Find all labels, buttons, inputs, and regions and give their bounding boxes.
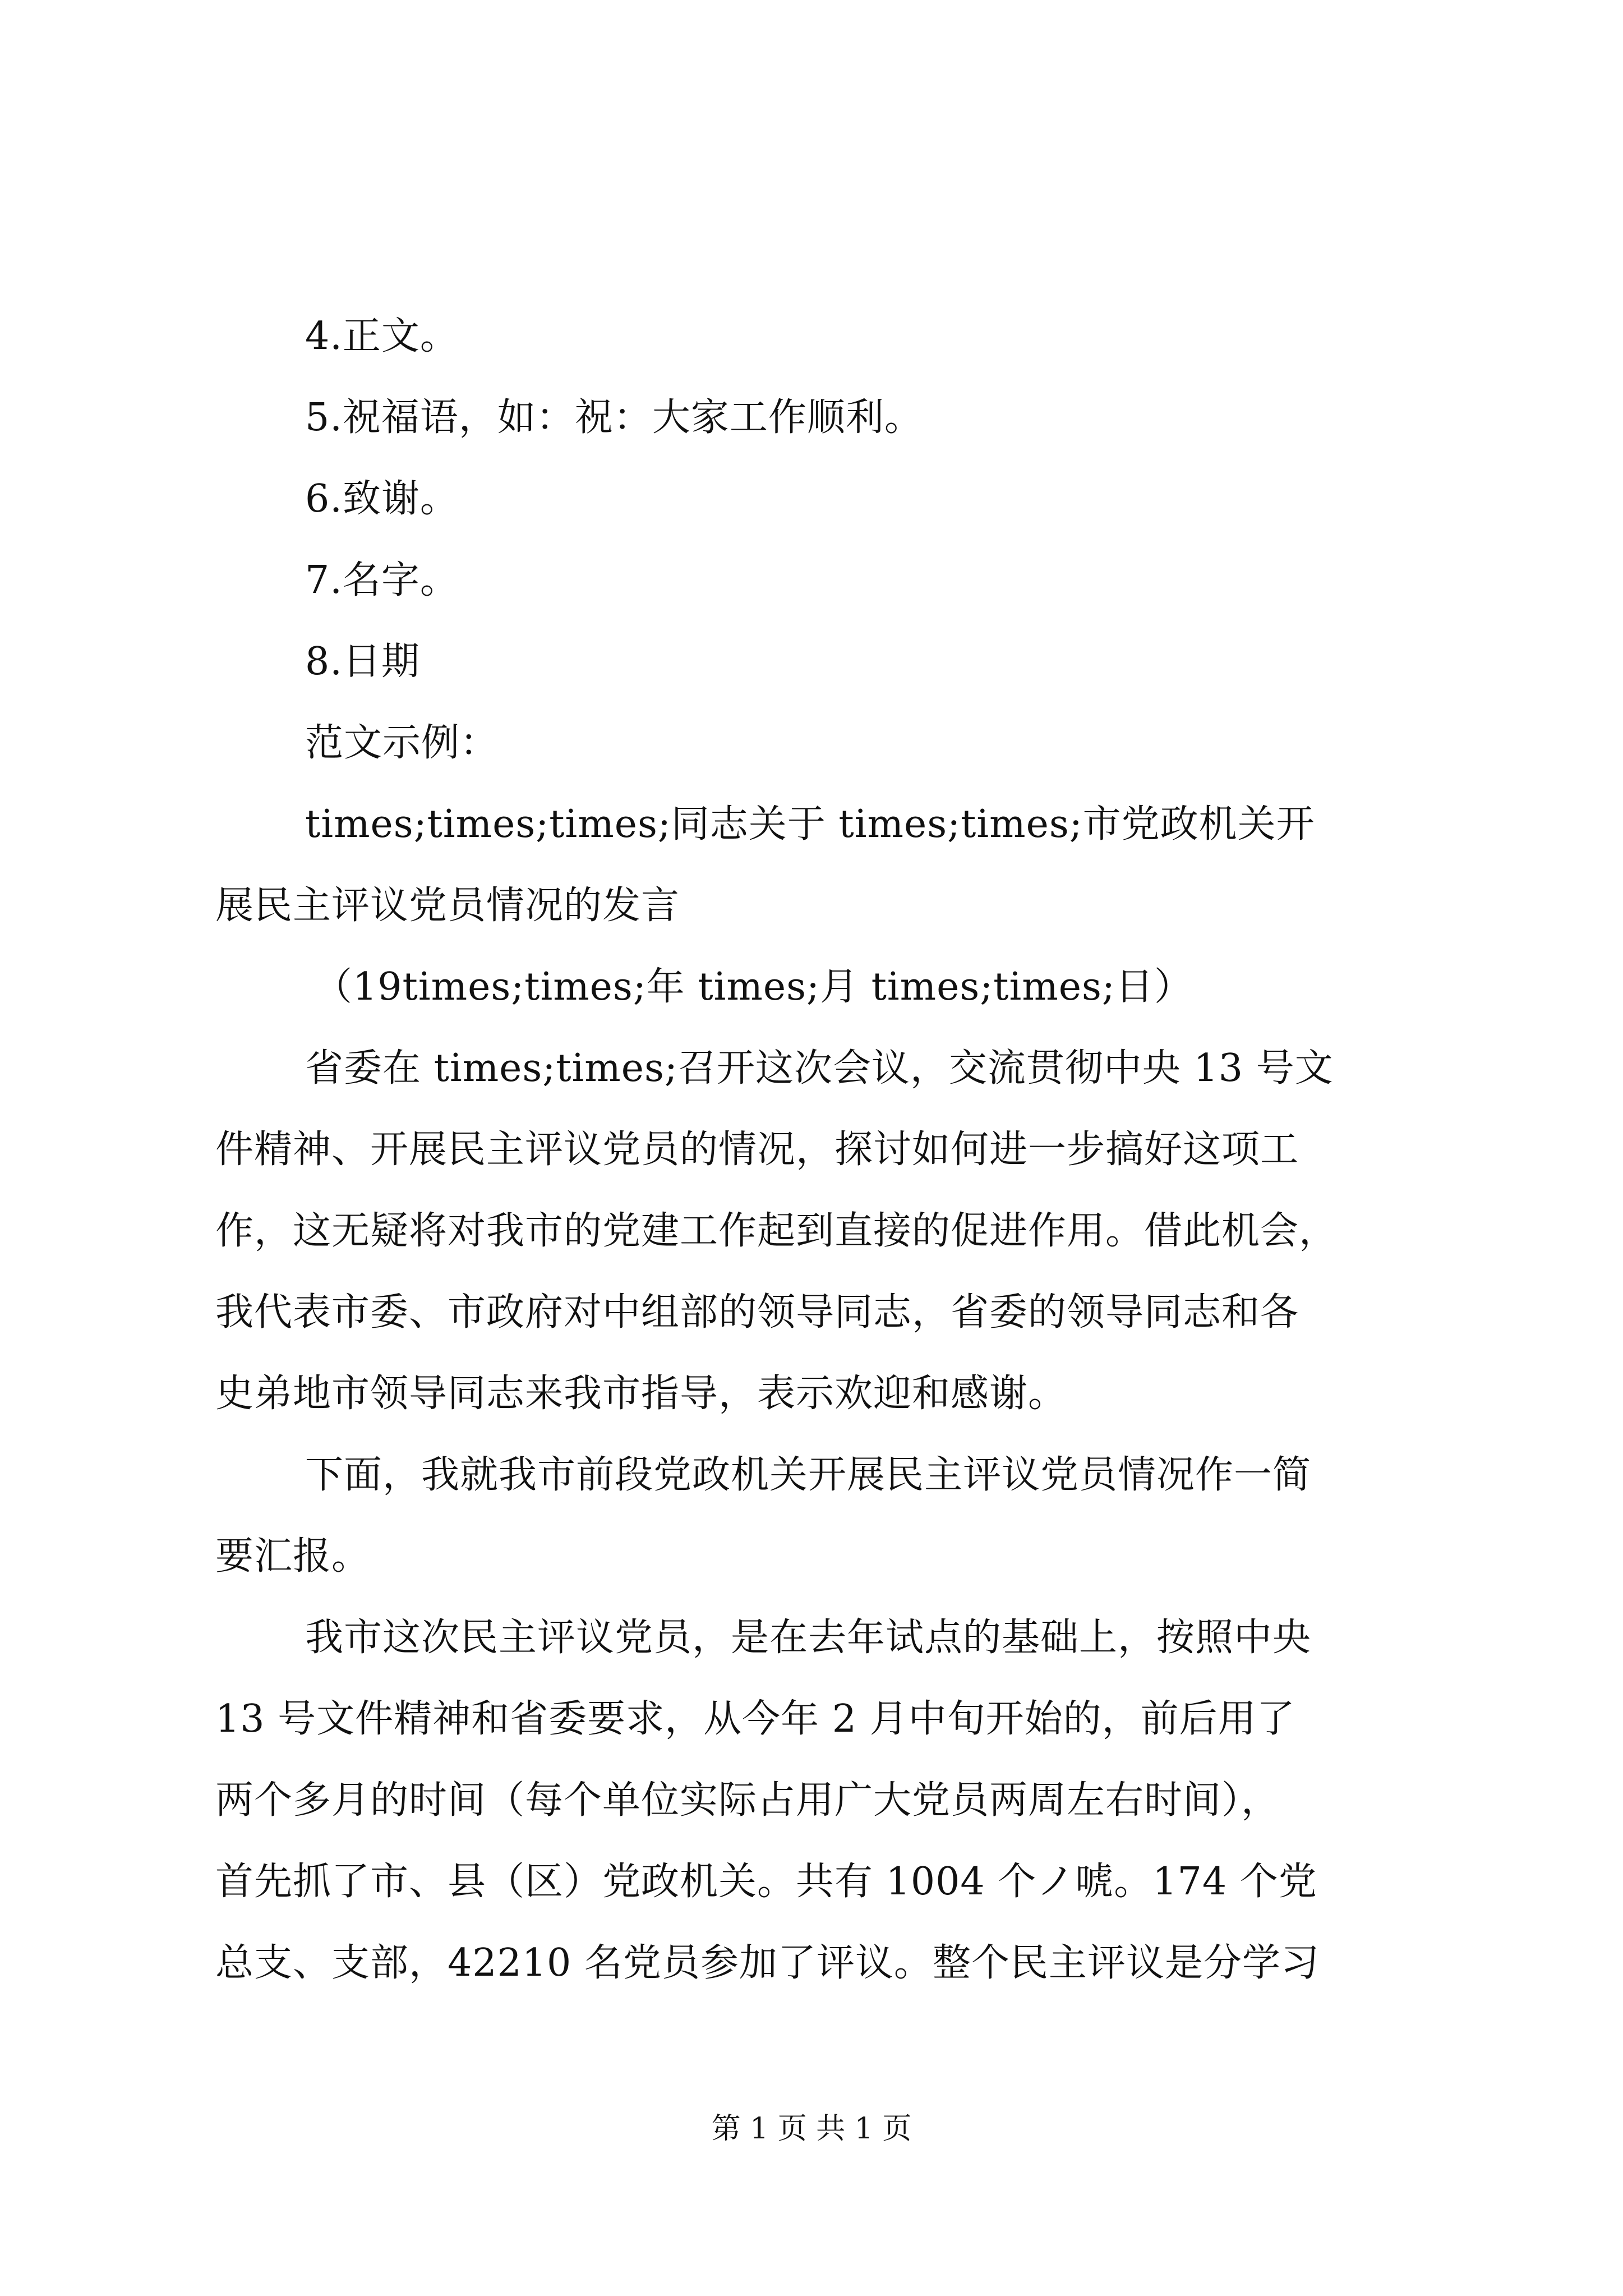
paragraph-1-line-1: 省委在 times;times;召开这次会议，交流贯彻中央 13 号文 xyxy=(305,1046,1334,1091)
paragraph-3-line-5: 总支、支部，42210 名党员参加了评议。整个民主评议是分学习 xyxy=(215,1941,1320,1985)
page-number-footer: 第 1 页 共 1 页 xyxy=(711,2112,912,2146)
list-item-body: 4.正文。 xyxy=(305,314,459,358)
paragraph-1-line-2: 件精神、开展民主评议党员的情况，探讨如何进一步搞好这项工 xyxy=(215,1128,1299,1172)
sample-heading: 范文示例： xyxy=(305,721,499,765)
list-item-thanks: 6.致谢。 xyxy=(305,477,459,521)
paragraph-1-line-4: 我代表市委、市政府对中组部的领导同志，省委的领导同志和各 xyxy=(215,1290,1299,1335)
list-item-closing: 5.祝福语，如：祝：大家工作顺利。 xyxy=(305,395,923,440)
speech-title-line-1: times;times;times;同志关于 times;times;市党政机关开 xyxy=(305,802,1315,846)
speech-date: （19times;times;年 times;月 times;times;日） xyxy=(314,965,1193,1009)
paragraph-3-line-4: 首先抓了市、县（区）党政机关。共有 1004 个ノ唬。174 个党 xyxy=(215,1860,1317,1904)
paragraph-3-line-2: 13 号文件精神和省委要求，从今年 2 月中旬开始的，前后用了 xyxy=(215,1697,1295,1741)
paragraph-2-line-2: 要汇报。 xyxy=(215,1534,371,1579)
paragraph-1-line-5: 史弟地市领导同志来我市指导，表示欢迎和感谢。 xyxy=(215,1372,1067,1416)
list-item-date: 8.日期 xyxy=(305,639,420,684)
paragraph-3-line-3: 两个多月的时间（每个单位实际占用广大党员两周左右时间）， xyxy=(215,1778,1280,1823)
list-item-name: 7.名字。 xyxy=(305,558,459,602)
paragraph-3-line-1: 我市这次民主评议党员，是在去年试点的基础上，按照中央 xyxy=(305,1616,1312,1660)
paragraph-1-line-3: 作，这无疑将对我市的党建工作起到直接的促进作用。借此机会， xyxy=(215,1209,1338,1253)
paragraph-2-line-1: 下面，我就我市前段党政机关开展民主评议党员情况作一简 xyxy=(305,1453,1312,1497)
speech-title-line-2: 展民主评议党员情况的发言 xyxy=(215,884,680,928)
